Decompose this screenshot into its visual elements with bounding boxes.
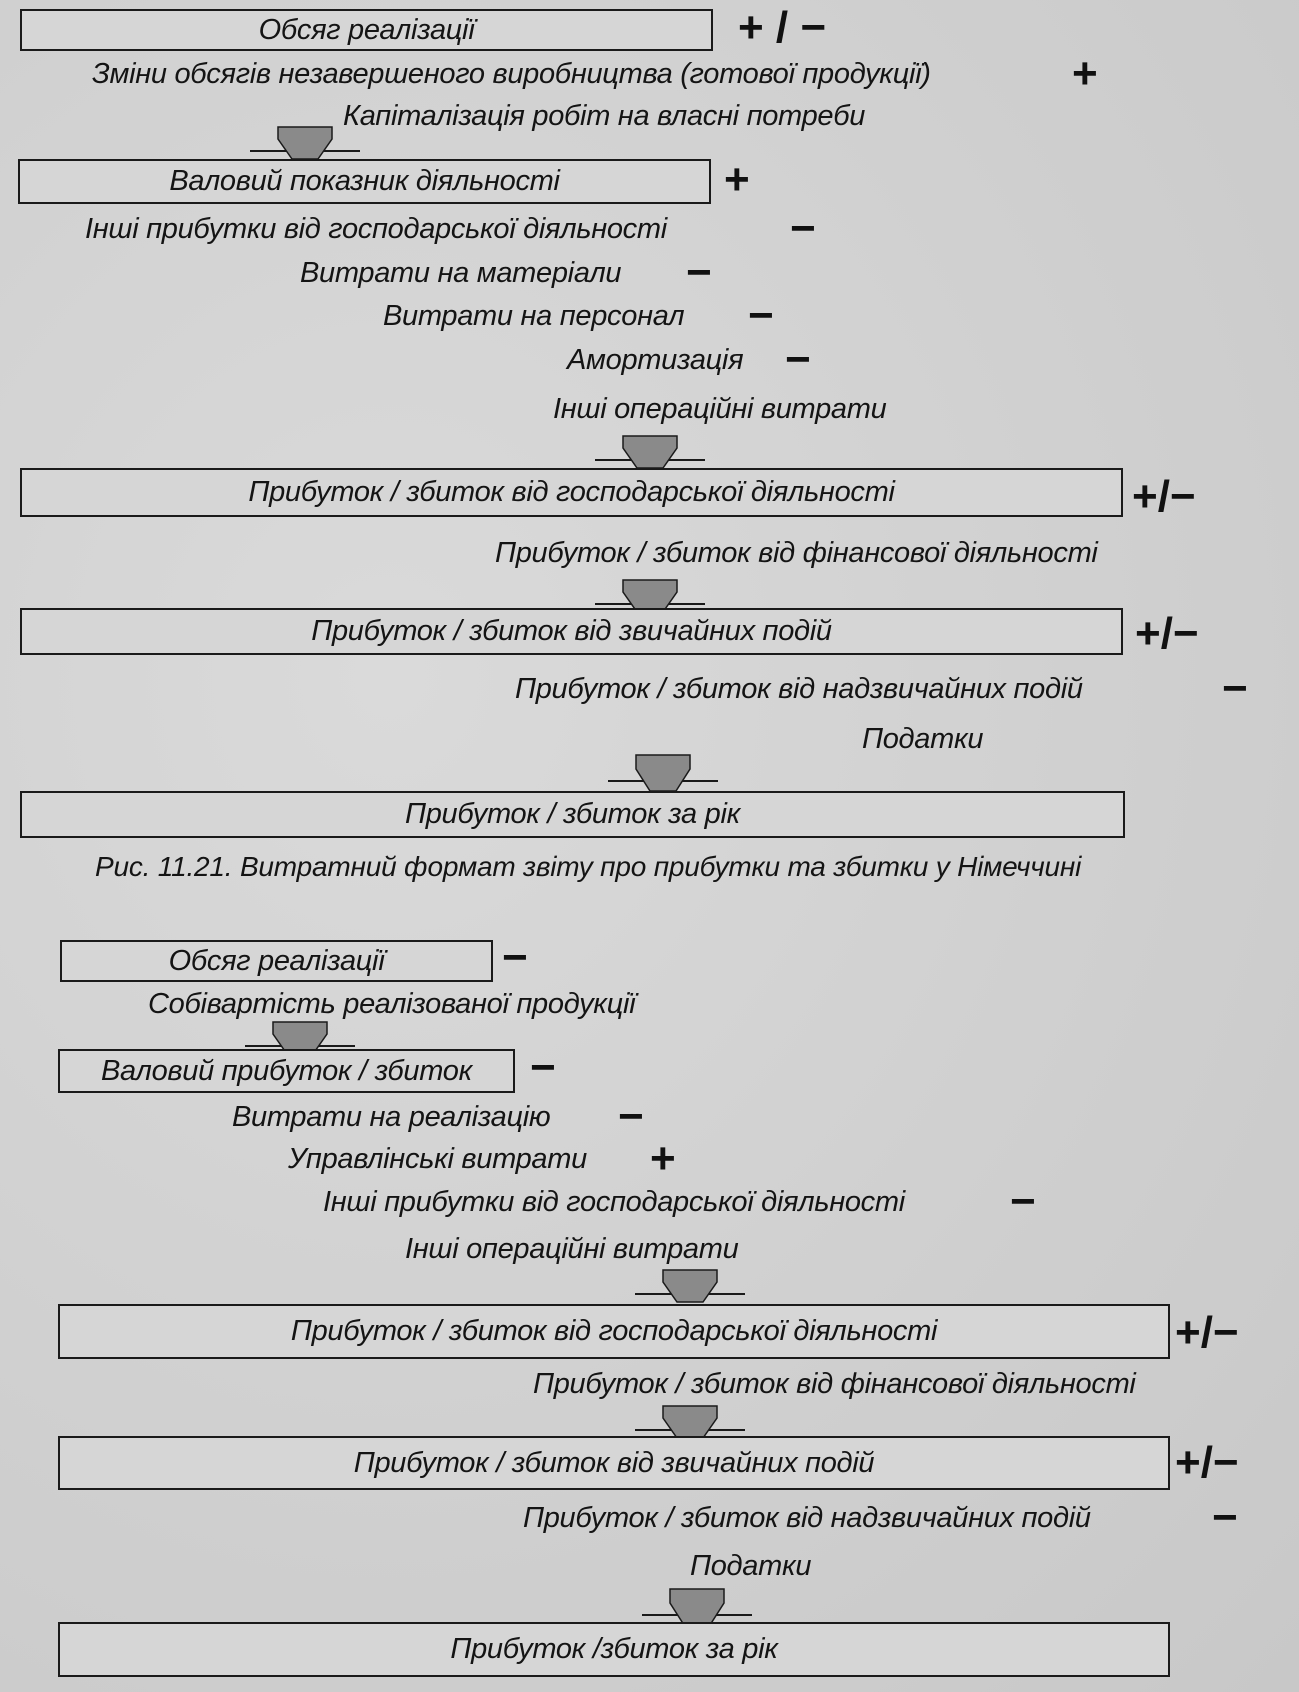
top-box-ordinary-events: Прибуток / збиток від звичайних подій <box>20 608 1123 655</box>
bottom-line2-sign: − <box>618 1092 644 1141</box>
top-line3-sign: − <box>790 204 816 253</box>
bottom-box-gross-profit: Валовий прибуток / збиток <box>58 1049 515 1093</box>
bottom-box-annual-result: Прибуток /збиток за рік <box>58 1622 1170 1677</box>
bottom-line-cost-of-sales: Собівартість реалізованої продукції <box>148 988 636 1020</box>
top-line-materials: Витрати на матеріали <box>300 257 622 289</box>
bottom-line4-sign: − <box>1010 1177 1036 1226</box>
top-arrow-2 <box>595 434 705 470</box>
bottom-arrow-3 <box>635 1404 745 1440</box>
top-line-depreciation: Амортизація <box>567 344 744 376</box>
top-line-financial-result: Прибуток / збиток від фінансової діяльності <box>495 537 1098 569</box>
bottom-box3-sign: +/− <box>1175 1308 1239 1357</box>
bottom-line-taxes: Податки <box>690 1550 812 1582</box>
top-box-business-result: Прибуток / збиток від господарської діяльності <box>20 468 1123 517</box>
top-line-personnel: Витрати на персонал <box>383 300 685 332</box>
bottom-box4-sign: +/− <box>1175 1438 1239 1487</box>
top-line-other-operating: Інші операційні витрати <box>553 393 887 425</box>
top-line6-sign: − <box>785 335 811 384</box>
top-line-wip-change: Зміни обсягів незавершеного виробництва (готової продукції) <box>92 58 931 90</box>
bottom-box-sales-volume: Обсяг реалізації <box>60 940 493 982</box>
top-box-annual-result: Прибуток / збиток за рік <box>20 791 1125 838</box>
bottom-arrow-2 <box>635 1268 745 1304</box>
top-line9-sign: − <box>1222 664 1248 713</box>
top-box3-sign: +/− <box>1132 472 1196 521</box>
bottom-arrow-4 <box>642 1587 752 1627</box>
top-line5-sign: − <box>748 291 774 340</box>
top-box4-sign: +/− <box>1135 609 1199 658</box>
bottom-line-extraordinary: Прибуток / збиток від надзвичайних подій <box>523 1502 1091 1534</box>
top-arrow-1 <box>250 125 360 161</box>
bottom-box-ordinary-events: Прибуток / збиток від звичайних подій <box>58 1436 1170 1490</box>
bottom-line3-sign: + <box>650 1134 676 1183</box>
bottom-box2-sign: − <box>530 1043 556 1092</box>
top-box-sales-volume: Обсяг реалізації <box>20 9 713 51</box>
top-line4-sign: − <box>686 248 712 297</box>
bottom-box1-sign: − <box>502 933 528 982</box>
top-box-gross-indicator: Валовий показник діяльності <box>18 159 711 204</box>
bottom-line-admin-expenses: Управлінські витрати <box>288 1143 587 1175</box>
top-box1-sign: + / − <box>738 3 827 52</box>
top-box2-sign: + <box>724 155 750 204</box>
bottom-line-selling-expenses: Витрати на реалізацію <box>232 1101 551 1133</box>
top-line-other-income: Інші прибутки від господарської діяльності <box>85 213 667 245</box>
figure-caption: Рис. 11.21. Витратний формат звіту про прибутки та збитки у Німеччині <box>95 851 1082 882</box>
bottom-line-financial-result: Прибуток / збиток від фінансової діяльності <box>533 1368 1136 1400</box>
top-line-extraordinary: Прибуток / збиток від надзвичайних подій <box>515 673 1083 705</box>
top-line-taxes: Податки <box>862 723 984 755</box>
bottom-line-other-income: Інші прибутки від господарської діяльності <box>323 1186 905 1218</box>
top-arrow-4 <box>608 753 718 793</box>
top-line1-sign: + <box>1072 49 1098 98</box>
bottom-box-business-result: Прибуток / збиток від господарської діяльності <box>58 1304 1170 1359</box>
bottom-line-other-operating: Інші операційні витрати <box>405 1233 739 1265</box>
top-line-capitalization: Капіталізація робіт на власні потреби <box>343 100 866 132</box>
bottom-line7-sign: − <box>1212 1493 1238 1542</box>
